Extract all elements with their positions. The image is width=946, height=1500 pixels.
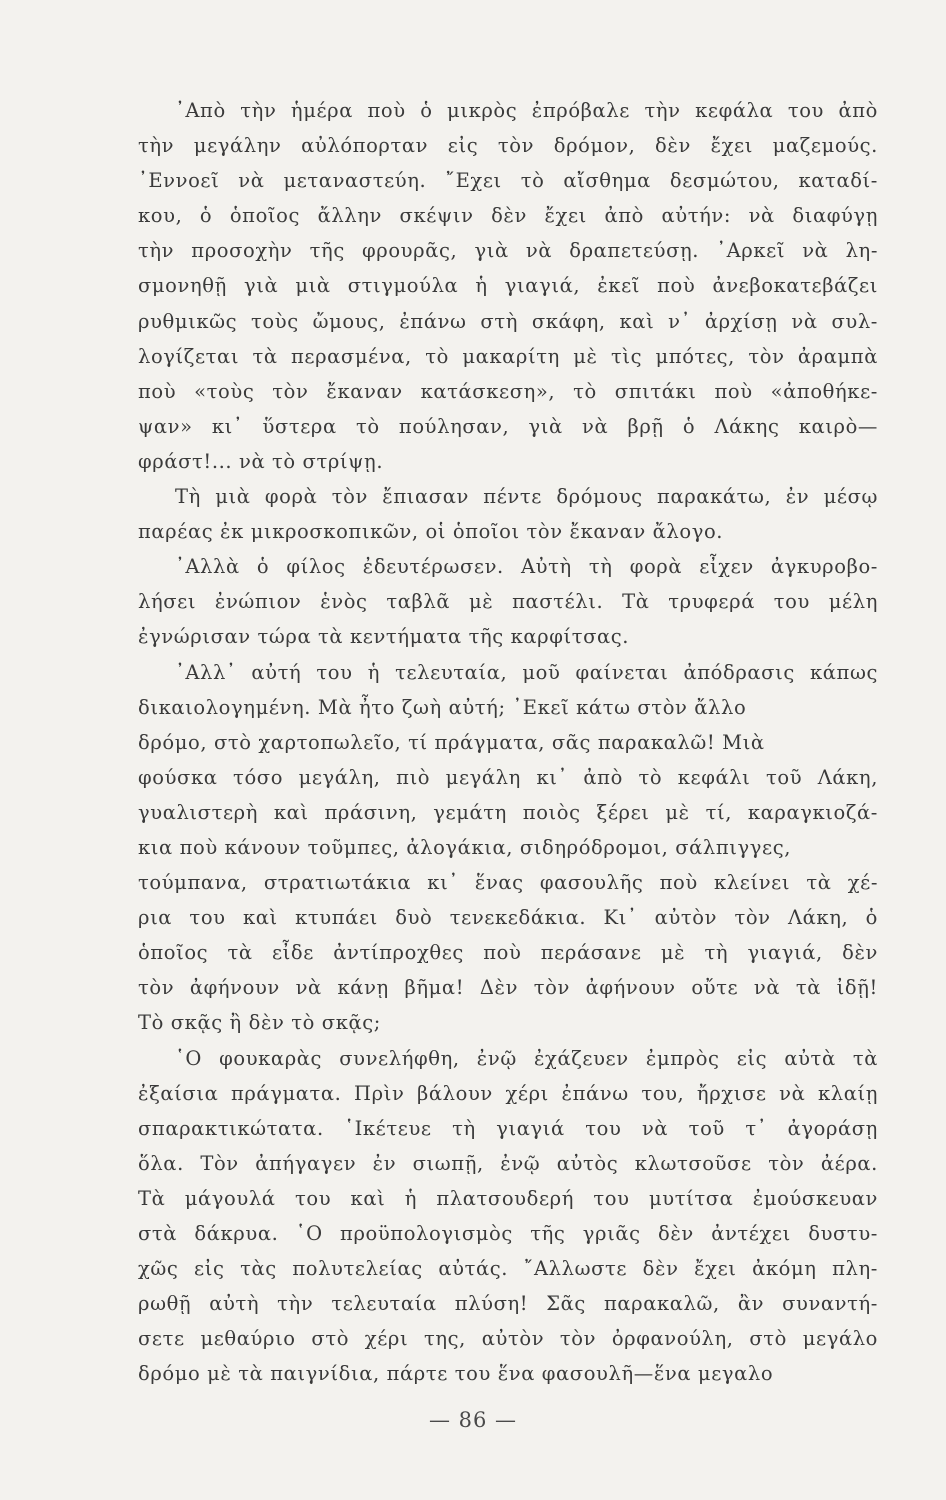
body-text — [138, 93, 878, 1391]
text-line: κου, ὁ ὁποῖος ἄλλην σκέψιν δὲν ἔχει ἀπὸ αὐτήν: νὰ διαφύγῃ — [138, 204, 878, 228]
text-line: Τὸ σκᾷς ἢ δὲν τὸ σκᾷς; — [138, 1011, 381, 1035]
text-line: σετε μεθαύριο στὸ χέρι της, αὐτὸν τὸν ὀρφανούλη, στὸ μεγάλο — [138, 1327, 878, 1351]
text-line: ᾽Απὸ τὴν ἡμέρα ποὺ ὁ μικρὸς ἐπρόβαλε τὴν κεφάλα του ἀπὸ — [175, 99, 878, 122]
text-line: ῾Ο φουκαρὰς συνελήφθη, ἐνῷ ἐχάζευεν ἐμπρὸς εἰς αὐτὰ τὰ — [175, 1046, 878, 1070]
text-line: τὸν ἀφήνουν νὰ κάνῃ βῆμα! Δὲν τὸν ἀφήνουν οὔτε νὰ τὰ ἰδῇ! — [138, 976, 878, 1000]
text-line: κια ποὺ κάνουν τοῦμπες, ἀλογάκια, σιδηρόδρομοι, σάλπιγγες, — [138, 835, 792, 859]
text-line: δρόμο, στὸ χαρτοπωλεῖο, τί πράγματα, σᾶς παρακαλῶ! Μιὰ — [138, 730, 765, 754]
text-line: ᾽Εννοεῖ νὰ μεταναστεύη. ῎Εχει τὸ αἴσθημα δεσμώτου, καταδί- — [138, 169, 878, 193]
text-line: Τὴ μιὰ φορὰ τὸν ἔπιασαν πέντε δρόμους παρακάτω, ἐν μέσῳ — [175, 485, 878, 509]
text-line: ὅλα. Τὸν ἀπήγαγεν ἐν σιωπῇ, ἐνῷ αὐτὸς κλωτσοῦσε τὸν ἀέρα. — [138, 1151, 878, 1175]
text-line: ἐξαίσια πράγματα. Πρὶν βάλουν χέρι ἐπάνω του, ἤρχισε νὰ κλαίῃ — [138, 1081, 878, 1105]
text-line: σπαρακτικώτατα. ῾Ικέτευε τὴ γιαγιά του νὰ τοῦ τ᾽ ἀγοράσῃ — [138, 1116, 878, 1140]
text-line: ρωθῇ αὐτὴ τὴν τελευταία πλύση! Σᾶς παρακαλῶ, ἂν συναντή- — [138, 1292, 878, 1316]
text-line: ᾽Αλλ᾽ αὐτή του ἡ τελευταία, μοῦ φαίνεται ἀπόδρασις κάπως — [175, 660, 878, 684]
text-line: Τὰ μάγουλά του καὶ ἡ πλατσουδερή του μυτίτσα ἐμούσκευαν — [138, 1186, 878, 1210]
text-line: στὰ δάκρυα. ῾Ο προϋπολογισμὸς τῆς γριᾶς δὲν ἀντέχει δυστυ- — [138, 1222, 878, 1245]
text-line: παρέας ἐκ μικροσκοπικῶν, οἱ ὁποῖοι τὸν ἔκαναν ἄλογο. — [138, 520, 724, 544]
text-line: ρυθμικῶς τοὺς ὤμους, ἐπάνω στὴ σκάφη, καὶ ν᾽ ἀρχίσῃ νὰ συλ- — [138, 309, 878, 333]
text-line: τὴν μεγάλην αὐλόπορταν εἰς τὸν δρόμον, δὲν ἔχει μαζεμούς. — [138, 134, 878, 158]
text-line: ᾽Αλλὰ ὁ φίλος ἐδευτέρωσεν. Αὐτὴ τὴ φορὰ εἶχεν ἀγκυροβο- — [175, 555, 878, 579]
text-line: σμονηθῇ γιὰ μιὰ στιγμούλα ἡ γιαγιά, ἐκεῖ ποὺ ἀνεβοκατεβάζει — [138, 274, 878, 298]
text-line: τὴν προσοχὴν τῆς φρουρᾶς, γιὰ νὰ δραπετεύσῃ. ᾽Αρκεῖ νὰ λη- — [138, 239, 878, 263]
text-line: γυαλιστερὴ καὶ πράσινη, γεμάτη ποιὸς ξέρει μὲ τί, καραγκιοζά- — [138, 800, 878, 824]
text-line: ποὺ «τοὺς τὸν ἔκαναν κατάσκεση», τὸ σπιτάκι ποὺ «ἀποθήκε- — [138, 379, 878, 403]
text-line: δικαιολογημένη. Μὰ ἦτο ζωὴ αὐτή; ᾽Εκεῖ κάτω στὸν ἄλλο — [138, 695, 747, 719]
text-line: τούμπανα, στρατιωτάκια κι᾽ ἕνας φασουλῆς ποὺ κλείνει τὰ χέ- — [138, 871, 878, 895]
text-line: φράστ!... νὰ τὸ στρίψῃ. — [138, 449, 384, 473]
text-line: λογίζεται τὰ περασμένα, τὸ μακαρίτη μὲ τὶς μπότες, τὸν ἀραμπὰ — [138, 344, 878, 368]
page-number: — 86 — — [428, 1408, 518, 1432]
text-line: λήσει ἐνώπιον ἑνὸς ταβλᾶ μὲ παστέλι. Τὰ τρυφερά του μέλη — [138, 590, 878, 614]
text-line: ρια του καὶ κτυπάει δυὸ τενεκεδάκια. Κι᾽ αὐτὸν τὸν Λάκη, ὁ — [138, 906, 878, 930]
text-line: ὁποῖος τὰ εἶδε ἀντίπροχθες ποὺ περάσανε μὲ τὴ γιαγιά, δὲν — [138, 941, 878, 965]
text-line: δρόμο μὲ τὰ παιγνίδια, πάρτε του ἕνα φασουλῆ—ἕνα μεγαλο — [138, 1362, 774, 1386]
text-line: ἐγνώρισαν τώρα τὰ κεντήματα τῆς καρφίτσας. — [138, 625, 630, 649]
text-line: ψαν» κι᾽ ὕστερα τὸ πούλησαν, γιὰ νὰ βρῇ ὁ Λάκης καιρὸ— — [138, 414, 878, 438]
text-line: χῶς εἰς τὰς πολυτελείας αὐτάς. ῎Αλλωστε δὲν ἔχει ἀκόμη πλη- — [138, 1257, 878, 1281]
text-line: φούσκα τόσο μεγάλη, πιὸ μεγάλη κι᾽ ἀπὸ τὸ κεφάλι τοῦ Λάκη, — [138, 765, 878, 789]
